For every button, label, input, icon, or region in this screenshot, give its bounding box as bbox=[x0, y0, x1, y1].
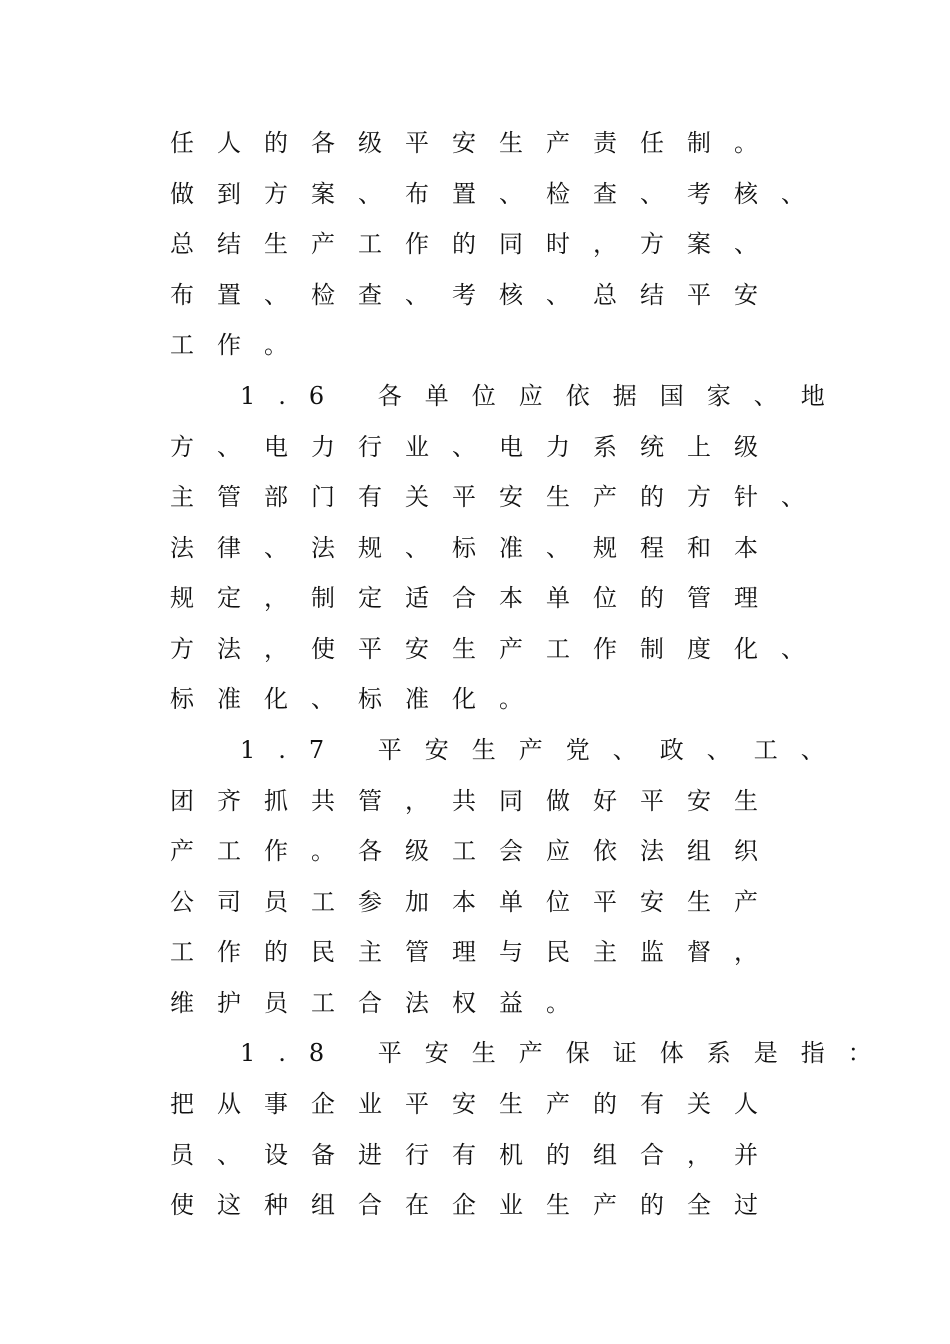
text-line: 产工作。各级工会应依法组织 bbox=[170, 837, 781, 865]
text-line: 布置、检查、考核、总结平安 bbox=[170, 281, 781, 309]
text-line: 任人的各级平安生产责任制。 bbox=[170, 129, 781, 157]
text-line: 工作的民主管理与民主监督， bbox=[170, 938, 781, 966]
text-line: 工作。 bbox=[170, 331, 311, 359]
section-1-6-first-line: 1.6 各单位应依据国家、地 bbox=[240, 382, 848, 410]
text-line: 员、设备进行有机的组合，并 bbox=[170, 1141, 781, 1169]
section-1-8-first-line: 1.8 平安生产保证体系是指： bbox=[240, 1039, 895, 1067]
text-line: 维护员工合法权益。 bbox=[170, 989, 593, 1017]
text-line: 标准化、标准化。 bbox=[170, 685, 546, 713]
text-line: 方法，使平安生产工作制度化、 bbox=[170, 635, 828, 663]
text-line: 总结生产工作的同时，方案、 bbox=[170, 230, 781, 258]
text-line: 做到方案、布置、检查、考核、 bbox=[170, 180, 828, 208]
text-line: 主管部门有关平安生产的方针、 bbox=[170, 483, 828, 511]
text-line: 规定，制定适合本单位的管理 bbox=[170, 584, 781, 612]
text-line: 把从事企业平安生产的有关人 bbox=[170, 1090, 781, 1118]
text-line: 公司员工参加本单位平安生产 bbox=[170, 888, 781, 916]
text-line: 方、电力行业、电力系统上级 bbox=[170, 433, 781, 461]
text-line: 法律、法规、标准、规程和本 bbox=[170, 534, 781, 562]
section-1-7-first-line: 1.7 平安生产党、政、工、 bbox=[240, 736, 848, 764]
text-line: 使这种组合在企业生产的全过 bbox=[170, 1191, 781, 1219]
text-line: 团齐抓共管，共同做好平安生 bbox=[170, 787, 781, 815]
